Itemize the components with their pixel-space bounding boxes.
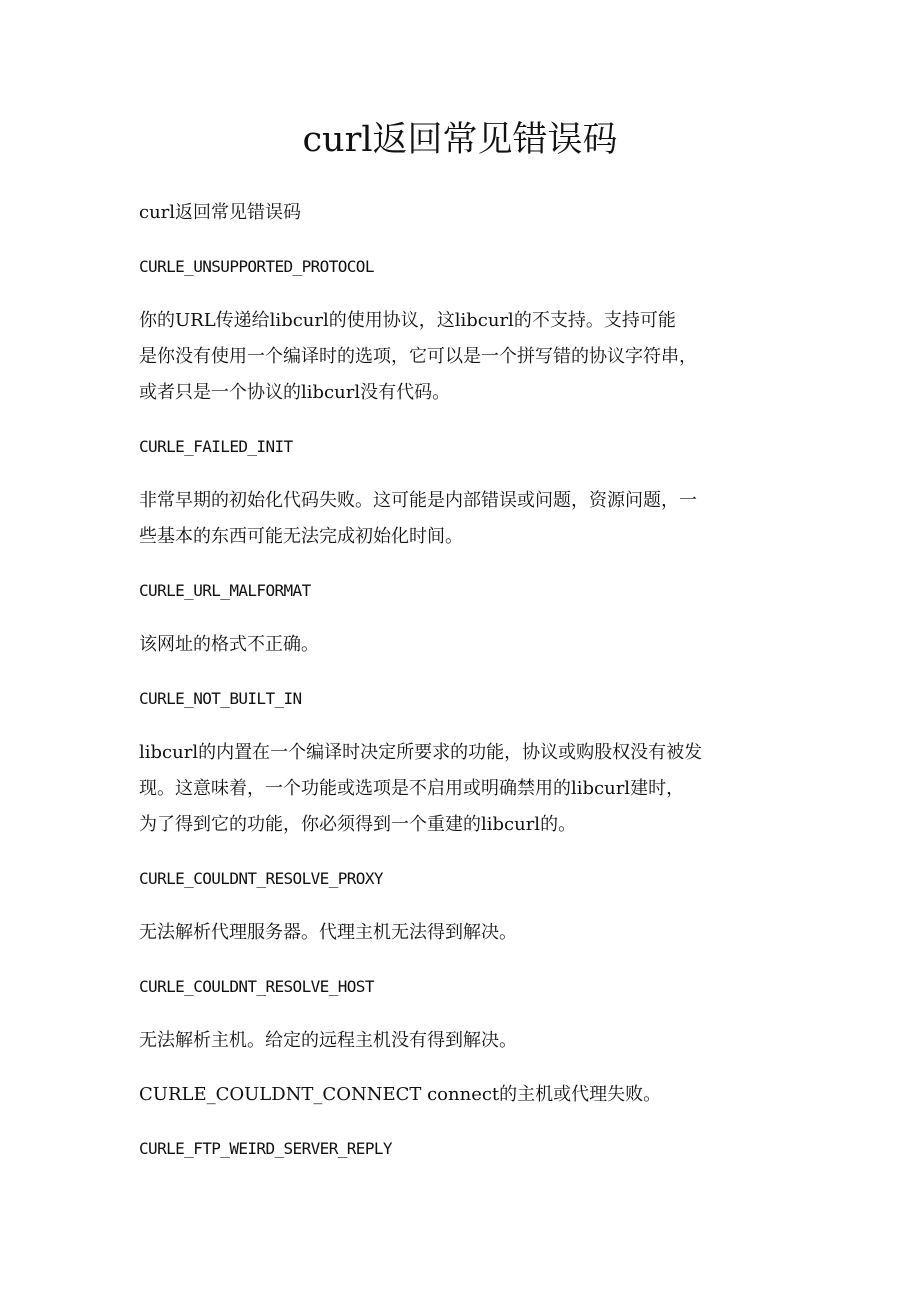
error-code-heading <box>139 249 799 285</box>
text-line: 或者只是一个协议的libcurl没有代码。 <box>139 382 451 403</box>
text-line: curl返回常见错误码 <box>139 202 302 223</box>
text-line: CURLE_COULDNT_RESOLVE_HOST <box>139 977 374 996</box>
error-code-heading <box>139 1131 799 1167</box>
text-line: 现。这意味着，一个功能或选项是不启用或明确禁用的libcurl建时， <box>139 778 685 799</box>
text-line: 你的URL传递给libcurl的使用协议，这libcurl的不支持。支持可能 <box>139 310 676 331</box>
text-line: 无法解析主机。给定的远程主机没有得到解决。 <box>139 1030 517 1051</box>
text-line: 非常早期的初始化代码失败。这可能是内部错误或问题，资源问题，一 <box>139 490 697 511</box>
text-line: CURLE_URL_MALFORMAT <box>139 581 311 600</box>
document-title: curl返回常见错误码 <box>302 120 618 160</box>
text-line: CURLE_FTP_WEIRD_SERVER_REPLY <box>139 1139 392 1158</box>
paragraph <box>139 483 799 555</box>
paragraph <box>139 1077 799 1113</box>
paragraph <box>139 915 799 951</box>
paragraph <box>139 303 799 411</box>
paragraph <box>139 627 799 663</box>
text-line: 些基本的东西可能无法完成初始化时间。 <box>139 526 463 547</box>
text-line: 为了得到它的功能，你必须得到一个重建的libcurl的。 <box>139 814 577 835</box>
text-line: CURLE_NOT_BUILT_IN <box>139 689 302 708</box>
error-code-heading <box>139 681 799 717</box>
text-line: 该网址的格式不正确。 <box>139 634 319 655</box>
text-line: CURLE_FAILED_INIT <box>139 437 293 456</box>
text-line: CURLE_UNSUPPORTED_PROTOCOL <box>139 257 374 276</box>
error-code-heading <box>139 429 799 465</box>
paragraph <box>139 195 799 231</box>
text-line: CURLE_COULDNT_RESOLVE_PROXY <box>139 869 383 888</box>
text-line: 是你没有使用一个编译时的选项，它可以是一个拼写错的协议字符串， <box>139 346 697 367</box>
text-line: 无法解析代理服务器。代理主机无法得到解决。 <box>139 922 517 943</box>
error-code-heading <box>139 861 799 897</box>
error-code-heading <box>139 969 799 1005</box>
paragraph <box>139 1023 799 1059</box>
text-line: libcurl的内置在一个编译时决定所要求的功能，协议或购股权没有被发 <box>139 742 703 763</box>
text-line: CURLE_COULDNT_CONNECT connect的主机或代理失败。 <box>139 1084 662 1105</box>
document-body <box>139 195 799 1185</box>
paragraph <box>139 735 799 843</box>
error-code-heading <box>139 573 799 609</box>
